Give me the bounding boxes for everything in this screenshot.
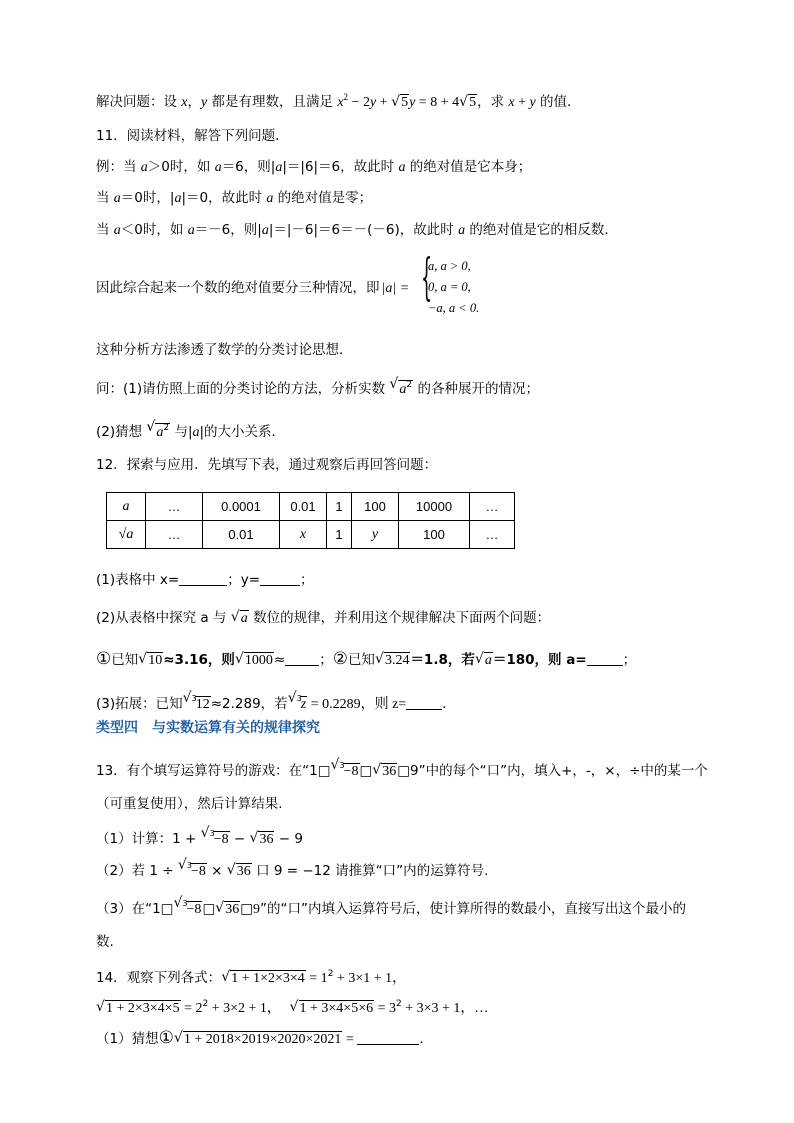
sqrt-table	[106, 492, 515, 549]
table-cell: …	[146, 493, 203, 521]
text: ，求	[477, 94, 509, 110]
q13-line-6: 数.	[96, 934, 114, 950]
table-row	[107, 493, 515, 521]
q13-line-4: （2）若 1 ÷ √ $^3$−8 × √ 36 口 9 = −12 请推算“口”内的运算符号.	[96, 857, 488, 881]
table-cell: 1	[327, 521, 352, 549]
q13-line-5: （3）在“1□√ $^3$−8□√ 36□9”的“口”内填入运算符号后，使计算所得的数最小，直接写出这个最小的	[96, 895, 686, 919]
q12-line-4: (3)拓展：已知√ $^3$12≈2.289，若√ $^3$z = 0.2289，则 z= ．	[96, 690, 456, 714]
q11-line-5: 这种分析方法渗透了数学的分类讨论思想．	[96, 342, 353, 358]
case-2: 0, a = 0,	[428, 280, 471, 294]
table-cell: √a	[107, 521, 146, 549]
q11-line-7: (2)猜想 √ $a^2$ 与|a|的大小关系．	[96, 419, 285, 442]
section-heading: 类型四 与实数运算有关的规律探究	[96, 720, 320, 736]
table-cell: 10000	[399, 493, 470, 521]
q11-title: 11．阅读材料，解答下列问题．	[96, 128, 289, 144]
table-cell: 100	[352, 493, 399, 521]
answer-blank[interactable]	[587, 651, 623, 666]
table-cell: …	[146, 521, 203, 549]
q12-title: 12．探索与应用．先填写下表，通过观察后再回答问题：	[96, 457, 438, 473]
q11-line-4: 因此综合起来一个数的绝对值要分三种情况，即 |a| =	[96, 280, 410, 296]
q14-line-3: （1）猜想①√ 1 + 2018×2019×2020×2021 = ．	[96, 1029, 433, 1049]
answer-blank[interactable]	[260, 571, 300, 586]
q14-line-2: √ $1 + 2\times 3\times 4\times 5 = 2^2 + 3\times 2 + 1$， √ $1 + 3\times 4\times 5\times 6 = 3^2 + 3\times 3 + 1$，…	[96, 995, 488, 1018]
table-cell: …	[470, 493, 515, 521]
answer-blank[interactable]	[285, 651, 319, 666]
text: 都是有理数，且满足	[207, 94, 338, 110]
table-cell: 1	[327, 493, 352, 521]
q13-line-3: （1）计算：1 + √ $^3$−8 − √ 36 − 9	[96, 825, 303, 849]
q12-line-1: (1)表格中 x= ；y= ；	[96, 572, 314, 588]
cases-brace: {	[421, 248, 433, 306]
table-cell: 0.01	[203, 521, 280, 549]
case-3: −a, a < 0.	[428, 301, 480, 315]
table-cell: 0.01	[280, 493, 327, 521]
x-plus-y: x + y	[508, 95, 536, 110]
q11-line-2: 当 a＝0时，|a|＝0，故此时 a 的绝对值是零；	[96, 190, 373, 206]
table-cell: 0.0001	[203, 493, 280, 521]
q12-line-3: ①已知√ 10≈3.16，则√ 1000≈ ；②已知√ 3.24＝1.8，若√ a＝180，则 a= ；	[96, 650, 636, 670]
q12-line-2: (2)从表格中探究 a 与 √ a 数位的规律，并利用这个规律解决下面两个问题：	[96, 609, 550, 628]
table-cell: a	[107, 493, 146, 521]
cases-list	[428, 256, 479, 319]
q13-line-1: 13．有个填写运算符号的游戏：在“1□√ $^3$−8□√ 36□9”中的每个“口”内，填入+，-，×，÷中的某一个	[96, 757, 708, 781]
text: 解决问题：设	[96, 94, 182, 110]
q11-line-6: 问：(1)请仿照上面的分类讨论的方法，分析实数 √ $a^2$ 的各种展开的情况；	[96, 376, 539, 399]
problem-statement-line	[96, 88, 581, 112]
text: 的值．	[535, 94, 581, 110]
q11-line-3: 当 a＜0时，如 a＝－6，则|a|＝|－6|＝6＝－(－6)，故此时 a 的绝对值是它的相反数．	[96, 222, 618, 238]
table-cell: 100	[399, 521, 470, 549]
q13-line-2: （可重复使用），然后计算结果.	[96, 796, 283, 812]
q11-line-1: 例：当 a＞0时，如 a＝6，则|a|＝|6|＝6，故此时 a 的绝对值是它本身；	[96, 159, 532, 175]
var-y: y	[201, 95, 208, 110]
text: ，	[187, 94, 202, 110]
table-cell: y	[352, 521, 399, 549]
var-x: x	[181, 95, 188, 110]
table-cell: …	[470, 521, 515, 549]
table-cell: x	[280, 521, 327, 549]
answer-blank[interactable]	[179, 571, 227, 586]
answer-blank[interactable]	[357, 1030, 419, 1045]
table-row	[107, 521, 515, 549]
equation: $x^2 - 2y$ + √ 5y = 8 + 4√ 5	[337, 95, 477, 110]
q14-line-1: 14．观察下列各式：√ $1 + 1\times 2\times 3\times 4 = 1^2 + 3\times 1 + 1$，	[96, 965, 406, 988]
answer-blank[interactable]	[406, 695, 442, 710]
case-1: a, a > 0,	[428, 259, 471, 273]
